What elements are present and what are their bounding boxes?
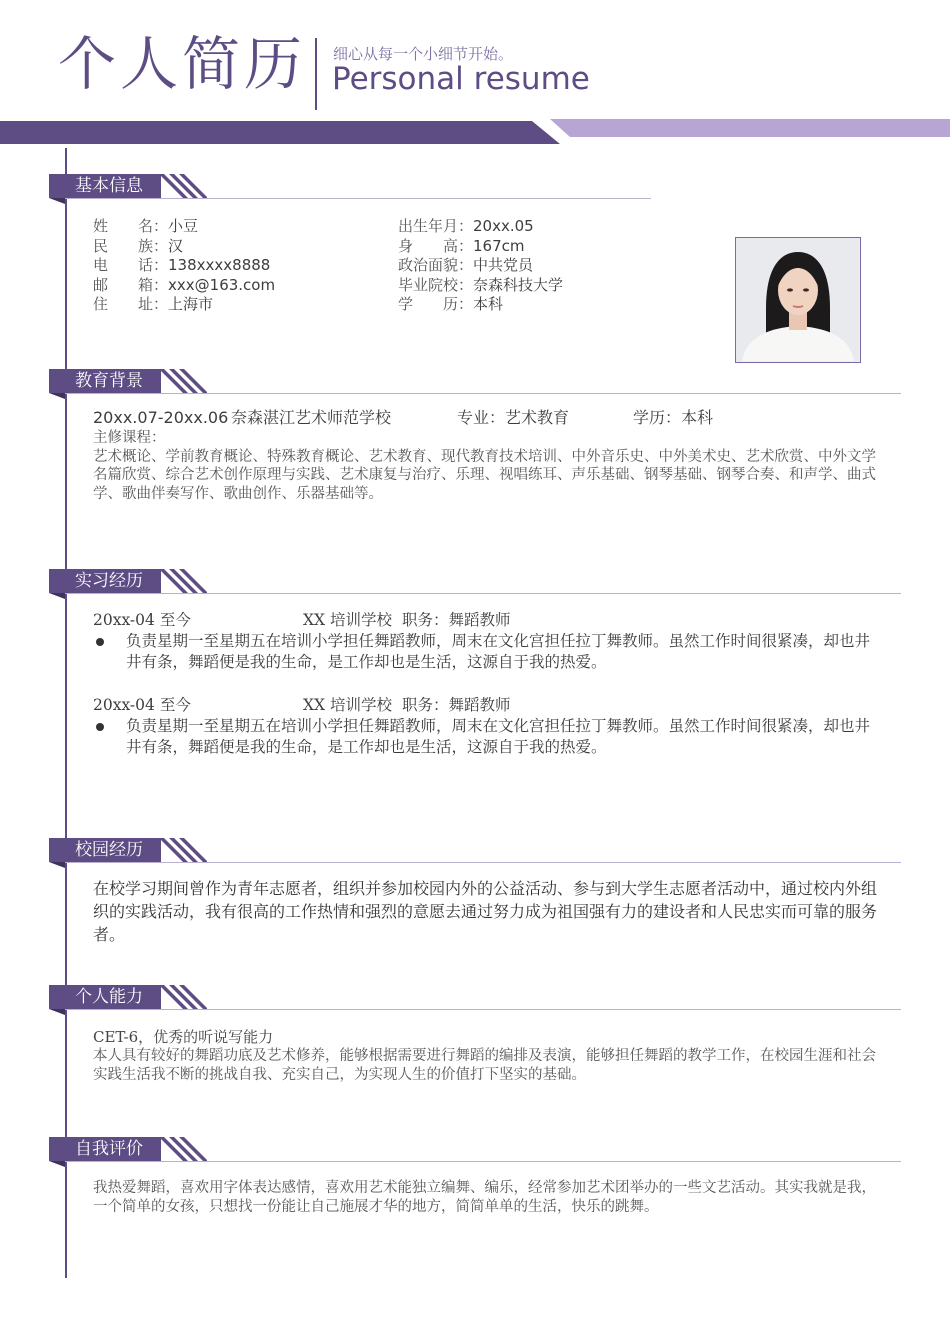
- info-row-birth: [398, 217, 563, 237]
- education-row: [93, 407, 883, 429]
- section-title: 个人能力: [49, 985, 161, 1009]
- internship-bullet: [93, 716, 883, 758]
- section-header-education: [49, 369, 901, 399]
- info-key: 学 历：: [398, 295, 474, 313]
- section-header-self: [49, 1137, 901, 1167]
- info-key: 政治面貌：: [398, 256, 474, 274]
- info-key: 电 话：: [93, 256, 169, 274]
- bullet-dot-icon: [96, 638, 104, 646]
- courses-label: 主修课程：: [93, 430, 166, 446]
- header-bar-dark: [0, 121, 560, 144]
- info-key: 毕业院校：: [398, 275, 474, 294]
- resume-title-en: Personal resume: [332, 61, 590, 97]
- ribbon-fold: [49, 1161, 65, 1167]
- section-title: 教育背景: [49, 369, 161, 393]
- stripes-icon: [159, 174, 207, 198]
- bullet-dot-icon: [96, 723, 104, 731]
- section-header-internship: [49, 569, 901, 599]
- education-period: 20xx.07-20xx.06: [93, 408, 229, 427]
- internship-period: 20xx-04 至今: [93, 696, 191, 714]
- internship-entry: [93, 694, 883, 758]
- section-header-basic: [49, 174, 901, 204]
- section-underline: [65, 393, 901, 394]
- internship-desc: 负责星期一至星期五在培训小学担任舞蹈教师，周末在文化宫担任拉丁舞教师。虽然工作时间很紧凑，却也井井有条，舞蹈便是我的生命，是工作却也是生活，这源自于我的热爱。: [126, 632, 871, 671]
- info-key: 身 高：: [398, 236, 474, 255]
- ribbon-fold: [49, 198, 65, 204]
- info-value: 中共党员: [473, 256, 534, 274]
- internship-bullet: [93, 631, 883, 673]
- info-row-politics: [398, 256, 563, 276]
- ribbon-fold: [49, 862, 65, 868]
- stripes-icon: [159, 569, 207, 593]
- info-row-school: [398, 276, 563, 296]
- info-value: 上海市: [168, 295, 214, 313]
- self-text: 我热爱舞蹈，喜欢用字体表达感情，喜欢用艺术能独立编舞、编乐，经常参加艺术团举办的一些文艺活动。其实我就是我，一个简单的女孩，只想找一份能让自己施展才华的地方，简简单单的生活，快乐的跳舞。: [93, 1180, 876, 1215]
- stripes-icon: [159, 985, 207, 1009]
- section-title: 校园经历: [49, 838, 161, 862]
- info-row-email: [93, 276, 275, 296]
- info-key: 民 族：: [93, 236, 169, 255]
- internship-header: [93, 609, 883, 631]
- slogan: 细心从每一个小细节开始。: [333, 45, 514, 63]
- internship-desc: 负责星期一至星期五在培训小学担任舞蹈教师，周末在文化宫担任拉丁舞教师。虽然工作时间很紧凑，却也井井有条，舞蹈便是我的生命，是工作却也是生活，这源自于我的热爱。: [126, 717, 871, 756]
- stripes-icon: [159, 1137, 207, 1161]
- section-header-campus: [49, 838, 901, 868]
- info-value: xxx@163.com: [168, 275, 276, 294]
- info-key: 邮 箱：: [93, 275, 169, 294]
- section-underline: [65, 593, 901, 594]
- section-underline: [65, 1161, 901, 1162]
- info-value: 138xxxx8888: [168, 256, 271, 274]
- campus-block: [93, 877, 883, 946]
- courses-list: 艺术概论、学前教育概论、特殊教育概论、艺术教育、现代教育技术培训、中外音乐史、中外美术史、艺术欣赏、中外文学名篇欣赏、综合艺术创作原理与实践、艺术康复与治疗、乐理、视唱练耳、声乐基础、钢琴基础、钢琴合奏、和声学、曲式学、歌曲伴奏写作、歌曲创作、乐器基础等。: [93, 448, 876, 502]
- internship-org: XX 培训学校: [303, 611, 392, 629]
- education-school: 奈森湛江艺术师范学校: [231, 408, 392, 427]
- info-row-name: [93, 217, 275, 237]
- info-row-address: [93, 295, 275, 315]
- info-value: 汉: [168, 236, 184, 255]
- skills-text: 本人具有较好的舞蹈功底及艺术修养，能够根据需要进行舞蹈的编排及表演，能够担任舞蹈的教学工作，在校园生涯和社会实践生活我不断的挑战自我、充实自己，为实现人生的价值打下坚实的基础。: [93, 1048, 876, 1083]
- portrait-image: [736, 238, 859, 361]
- section-underline: [65, 862, 901, 863]
- info-value: 20xx.05: [473, 217, 534, 235]
- info-value: 奈森科技大学: [473, 275, 564, 294]
- education-block: [93, 407, 883, 503]
- education-degree: 学历：本科: [633, 408, 714, 427]
- section-underline: [65, 1009, 901, 1010]
- internship-org: XX 培训学校: [303, 696, 392, 714]
- section-underline: [65, 198, 651, 199]
- stripes-icon: [159, 838, 207, 862]
- profile-photo: [735, 237, 861, 363]
- section-header-skills: [49, 985, 901, 1015]
- info-row-degree: [398, 295, 563, 315]
- info-value: 小豆: [168, 217, 199, 235]
- timeline-line: [65, 148, 67, 1278]
- info-value: 167cm: [473, 236, 525, 255]
- campus-text: 在校学习期间曾作为青年志愿者，组织并参加校园内外的公益活动、参与到大学生志愿者活动中，通过校内外组织的实践活动，我有很高的工作热情和强烈的意愿去通过努力成为祖国强有力的建设者和人民忠实而可靠的服务者。: [93, 879, 878, 944]
- basic-info-right: [398, 217, 563, 315]
- section-title: 实习经历: [49, 569, 161, 593]
- header-bar-light: [550, 119, 950, 137]
- education-major: 专业：艺术教育: [457, 408, 570, 427]
- internship-header: [93, 694, 883, 716]
- info-key: 住 址：: [93, 295, 169, 313]
- internship-period: 20xx-04 至今: [93, 611, 191, 629]
- stripes-icon: [159, 369, 207, 393]
- self-block: [93, 1179, 883, 1216]
- info-key: 出生年月：: [398, 217, 474, 235]
- section-title: 基本信息: [49, 174, 161, 198]
- skills-block: [93, 1027, 883, 1084]
- info-value: 本科: [473, 295, 504, 313]
- internship-entry: [93, 609, 883, 673]
- internship-role: 职务：舞蹈教师: [402, 696, 511, 714]
- internship-role: 职务：舞蹈教师: [402, 611, 511, 629]
- info-row-ethnicity: [93, 237, 275, 257]
- basic-info-left: [93, 217, 275, 315]
- ribbon-fold: [49, 393, 65, 399]
- section-title: 自我评价: [49, 1137, 161, 1161]
- title-divider: [315, 38, 317, 110]
- info-row-phone: [93, 256, 275, 276]
- info-row-height: [398, 237, 563, 257]
- resume-title-cn: 个人简历: [58, 30, 307, 98]
- skills-cet: CET-6，优秀的听说写能力: [93, 1028, 274, 1046]
- info-key: 姓 名：: [93, 217, 169, 235]
- ribbon-fold: [49, 593, 65, 599]
- ribbon-fold: [49, 1009, 65, 1015]
